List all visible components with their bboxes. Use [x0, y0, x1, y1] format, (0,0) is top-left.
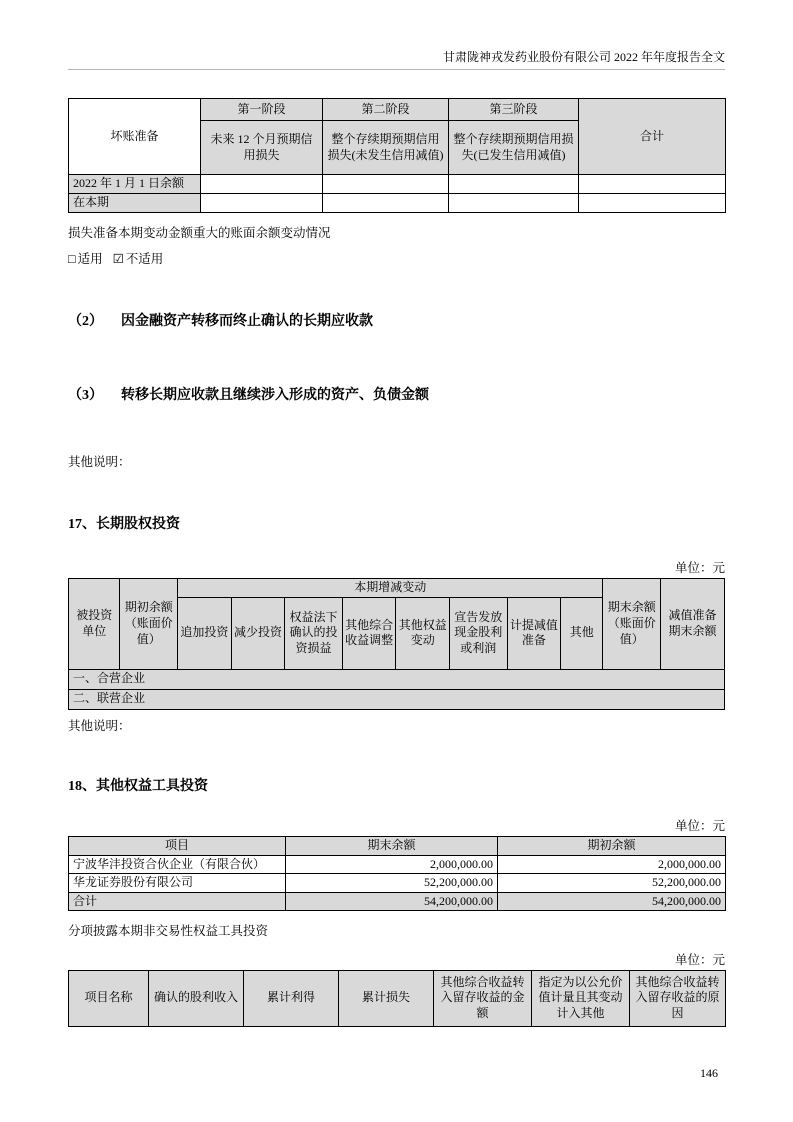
closing-value-cell: 2,000,000.00 [286, 855, 498, 874]
change-group-header-cell: 本期增减变动 [178, 579, 603, 598]
table-row [69, 855, 726, 874]
document-header-title: 甘肃陇神戎发药业股份有限公司 2022 年年度报告全文 [442, 50, 725, 64]
header-cell: 项目名称 [69, 970, 149, 1026]
stage3-description-cell: 整个存续期预期信用损失(已发生信用减值) [449, 121, 579, 175]
opening-value-cell: 52,200,000.00 [498, 874, 726, 893]
header-cell: 其他综合收益转入留存收益的原因 [630, 970, 726, 1026]
empty-value-cell [201, 175, 323, 194]
stage1-description-cell: 未来 12 个月预期信用损失 [201, 121, 323, 175]
document-header [68, 0, 725, 70]
change-col-header-cell: 减少投资 [231, 597, 285, 669]
total-closing-cell: 54,200,000.00 [286, 892, 498, 911]
item2-number: （2） [68, 314, 103, 330]
other-note-2: 其他说明： [68, 718, 131, 733]
stage3-header-cell: 第三阶段 [449, 99, 579, 121]
section-item2-heading [68, 313, 725, 331]
row-label-cell: 在本期 [69, 194, 201, 213]
header-cell: 累计损失 [339, 970, 434, 1026]
change-col-header-cell: 追加投资 [178, 597, 232, 669]
header-cell: 指定为以公允价值计量且其变动计入其他 [532, 970, 630, 1026]
nontrading-disclosure-note: 分项披露本期非交易性权益工具投资 [68, 924, 269, 939]
change-col-header-cell: 其他综合收益调整 [342, 597, 396, 669]
closing-value-cell: 52,200,000.00 [286, 874, 498, 893]
header-cell: 确认的股利收入 [149, 970, 244, 1026]
table-row [69, 175, 726, 194]
checkbox-checked-icon: ☑ [112, 252, 124, 267]
table-row [69, 874, 726, 893]
change-col-header-cell: 其他 [561, 597, 603, 669]
empty-value-cell [449, 194, 579, 213]
stage2-description-cell: 整个存续期预期信用损失(未发生信用减值) [323, 121, 449, 175]
item3-number: （3） [68, 388, 103, 404]
empty-value-cell [579, 175, 726, 194]
change-col-header-cell: 权益法下确认的投资损益 [285, 597, 343, 669]
impairment-closing-header-cell: 减值准备期末余额 [661, 579, 725, 670]
item-name-cell: 宁波华沣投资合伙企业（有限合伙） [69, 855, 286, 874]
unit-label-1: 单位：元 [674, 561, 725, 576]
section-item3-heading [68, 387, 725, 405]
header-cell: 累计利得 [244, 970, 339, 1026]
category-row-cell: 二、联营企业 [69, 689, 725, 709]
empty-value-cell [579, 194, 726, 213]
item2-title: 因金融资产转移而终止确认的长期应收款 [121, 314, 373, 330]
section18-title: 18、其他权益工具投资 [68, 778, 208, 794]
opening-header-cell: 期初余额 [498, 837, 726, 856]
applicability-line [68, 249, 725, 267]
total-opening-cell: 54,200,000.00 [498, 892, 726, 911]
closing-header-cell: 期末余额 [286, 837, 498, 856]
page-content [68, 0, 725, 1027]
table-total-row [69, 892, 726, 911]
category-row-cell: 一、合营企业 [69, 669, 725, 689]
total-header-cell: 合计 [579, 99, 726, 175]
change-col-header-cell: 其他权益变动 [396, 597, 450, 669]
table-header-row [69, 837, 726, 856]
long-term-equity-investment-table [68, 578, 725, 710]
table-row [69, 194, 726, 213]
section17-title: 17、长期股权投资 [68, 516, 180, 532]
other-equity-instruments-table [68, 836, 726, 911]
nontrading-equity-table [68, 970, 726, 1027]
table-header-row [69, 970, 726, 1026]
total-label-cell: 合计 [69, 892, 286, 911]
change-col-header-cell: 宣告发放现金股利或利润 [449, 597, 507, 669]
closing-balance-header-cell: 期末余额（账面价值） [603, 579, 661, 670]
opening-value-cell: 2,000,000.00 [498, 855, 726, 874]
opening-balance-header-cell: 期初余额（账面价值） [120, 579, 178, 670]
item-name-cell: 华龙证券股份有限公司 [69, 874, 286, 893]
empty-value-cell [201, 194, 323, 213]
not-applicable-label: 不适用 [125, 252, 164, 267]
bad-debt-provision-table [68, 98, 726, 213]
unit-label-2: 单位：元 [674, 819, 725, 834]
item3-title: 转移长期应收款且继续涉入形成的资产、负债金额 [121, 388, 429, 404]
other-note-1: 其他说明： [68, 454, 131, 469]
page-number: 146 [700, 1066, 718, 1080]
item-header-cell: 项目 [69, 837, 286, 856]
empty-value-cell [323, 194, 449, 213]
table-row [69, 689, 725, 709]
applicable-label: 适用 [77, 252, 103, 267]
investee-header-cell: 被投资单位 [69, 579, 120, 670]
change-col-header-cell: 计提减值准备 [507, 597, 561, 669]
empty-value-cell [323, 175, 449, 194]
stage1-header-cell: 第一阶段 [201, 99, 323, 121]
empty-value-cell [449, 175, 579, 194]
header-cell: 其他综合收益转入留存收益的金额 [434, 970, 532, 1026]
checkbox-unchecked-icon: □ [68, 252, 76, 267]
table-row [69, 669, 725, 689]
loss-change-note: 损失准备本期变动金额重大的账面余额变动情况 [68, 226, 331, 240]
bad-debt-corner-cell: 坏账准备 [69, 99, 201, 175]
unit-label-3: 单位：元 [674, 952, 725, 967]
stage2-header-cell: 第二阶段 [323, 99, 449, 121]
row-label-cell: 2022 年 1 月 1 日余额 [69, 175, 201, 194]
